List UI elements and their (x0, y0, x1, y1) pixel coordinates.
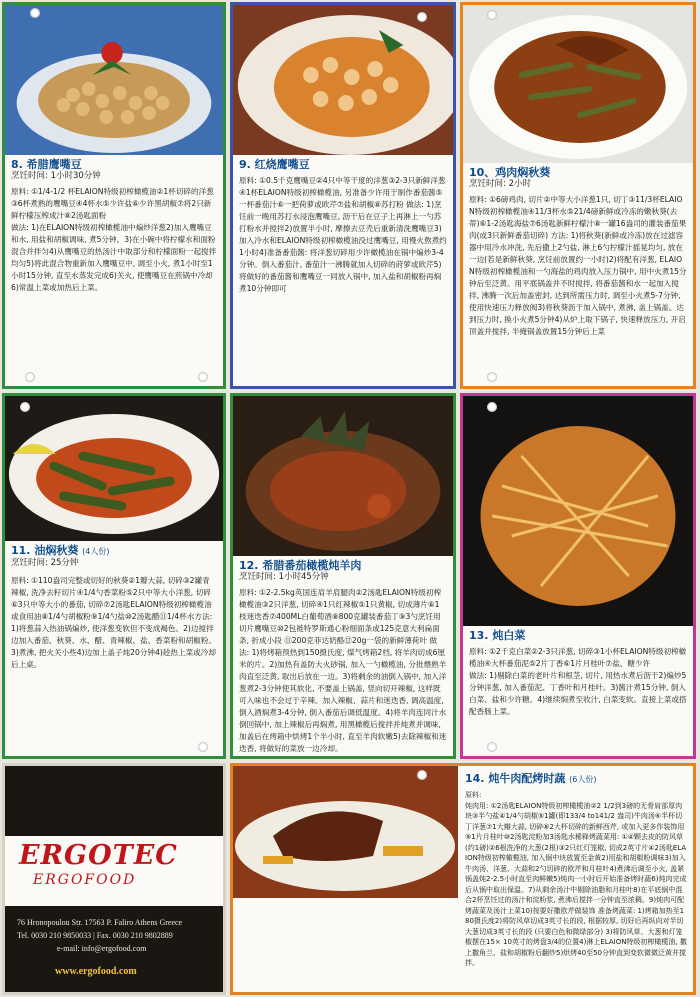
recipe-card-14 (230, 763, 696, 995)
recipe-card-8 (2, 2, 226, 389)
recipe-text: 原料: 炖肉用: ①2汤匙ELAION特级初榨橄榄油②2 1/2到3磅的无骨肩部厚肉块③半勺盐④1/4勺胡椒⑤1罐(即133/4 to141/2 盎司)牛肉汤⑥半杯切丁洋葱⑦1大瓣大蒜, 切碎⑧2大杯切碎的新鲜西芹, 或加入更多作装饰用⑨1片月桂叶⑩2汤匙淀粉加3汤匙水稀释烤蔬菜用: ①④颗去皮的防风草(约1磅)②6根洗净的大葱(2根)③2只红灯笼椒, 切成2英寸片④2汤匙ELAION特级初榨橄榄油, 加入锅中块放置至金黄2)用盐和胡椒粉调味3)加入牛肉汤、洋葱、大蒜和2勺切碎的欧芹和月桂叶4)煮沸后调至小火, 盖紧锅盖炖2-2.5小时直至肉鲜嫩5)炖肉一小时后开始准备烤时蔬6)炖肉完成后从锅中取出保温。7)从剩余汤汁中剔除油脂和月桂叶8)在平底锅中混合2杯烹饪过的汤汁和淀粉浆, 煮沸后搅拌一分钟直至浓稠。9)炖肉可配烤蔬菜及汤汁上菜10)按要好撒欧芹做装饰 准备烤蔬菜: 1)烤箱加热至180摄氏度2)将防风草切成3英寸长的段, 根据较厚, 切好后再纵向对半切大葱切成3英寸长的段 (只要白色和微绿部分) 3)将防风草、大葱和灯笼椒摆在15× 10英寸的烤盘3/4的位置4)淋上ELAION特级初榨橄榄油, 撒上撒角兰、盐和胡椒粉后翻炒5)烘烤40至50分钟直到变软微微泛黄并搅拌。 (465, 791, 687, 967)
cooking-time: 烹饪时间: 1小时45分钟 (239, 572, 329, 582)
braised-okra-photo (5, 396, 223, 541)
servings: (6人份) (569, 775, 597, 784)
cooking-time: 烹饪时间: 2小时 (469, 179, 531, 189)
punch-hole (198, 742, 208, 752)
recipe-title-text: 11. 油焖秋葵 (11, 544, 79, 557)
recipe-header (465, 772, 687, 786)
recipe-text: 原料: ①2千克白菜②2-3只洋葱, 切碎③1小杯ELAION特级初榨橄榄油④大杯番茄泥⑤2片丁香⑥1片月桂叶⑦盐、糖少许 做法: 1)剔除白菜的老叶片和根茎, 切片, 用热水煮后沥干2)煸炒5分钟洋葱, 加入番茄泥、丁香叶和月桂叶。3)酱汁煮15分钟, 倒入白菜、盐和少许糖。4)继续焖煮至收汁, 白菜变软。直接上菜或搭配香肠上菜。 (469, 647, 687, 716)
braised-chickpeas-photo (233, 5, 453, 155)
recipe-title: 9. 红烧鹰嘴豆 (239, 158, 310, 171)
brand-card (2, 763, 226, 995)
cooking-time: 烹饪时间: 25分钟 (11, 558, 79, 568)
recipe-card-9 (230, 2, 456, 389)
contact-info (17, 916, 182, 955)
chicken-okra-photo (463, 5, 693, 163)
lamb-stew-photo (233, 396, 453, 556)
recipe-title-text: 14. 炖牛肉配烤时蔬 (465, 772, 566, 785)
punch-hole (487, 10, 497, 20)
recipe-text: 原料: ①1/4-1/2 杯ELAION特级初榨橄榄油②1杯切碎的洋葱③6杯煮熟的鹰嘴豆④4杯水⑤少许盐⑥少许黑胡椒⑦将2只新鲜柠檬压榨成汁⑧2汤匙面粉 做法: 1)在ELAION特级初榨橄榄油中煸炒洋葱2)加入鹰嘴豆和水, 用盐和胡椒调味, 煮5分钟。3)在小碗中将柠檬水和面粉混合并拌匀4)从鹰嘴豆的热汤汁中取部分和柠檬面粉一起搅拌均匀5)将此混合物重新加入鹰嘴豆中, 调至小火, 煮1小时至1小时15分钟, 直至水蒸发完成6)关火, 使鹰嘴豆在煎锅中冷却6)常温上菜或加热后上菜。 (11, 187, 217, 292)
recipe-text: 原料: ①110盎司完整或切好的秋葵②1瓣大蒜, 切碎③2罐青辣椒, 洗净去籽切片④1/4勺香菜粉⑤2只中等大小洋葱, 切碎⑥3只中等大小的番茄, 切碎⑦2汤匙ELAION特级初榨橄榄油或食用油⑧1/4勺胡椒粉⑨1/4勺盐⑩2汤匙醋⑪1/4杯水方法: 1)将葱蒜入热油锅煸炒, 使洋葱变软但不变成褐色。2)边搅拌边加入番茄、秋葵、水、醋、青辣椒、盐、香菜粉和胡椒粉。3)煮沸, 把火关小些4)边加上盖子炖20分钟4)趁热上菜或冷却后上桌。 (11, 576, 217, 669)
stewed-cabbage-photo (463, 396, 693, 626)
address: 76 Hronopoulou Str. 17563 P. Faliro Athens Greece (17, 918, 183, 927)
punch-hole (25, 372, 35, 382)
recipe-title (11, 544, 217, 558)
servings: (4人份) (82, 547, 110, 556)
recipe-text: 原料: ①6磅鸡肉, 切片②中等大小洋葱1只, 切丁③11/3杯ELAION特级初榨橄榄油④11/3杯水⑤21/4磅新鲜或冷冻的嫩秋葵(去蒂)⑥1-2汤匙海盐⑦6汤匙新鲜柠檬汁⑧一罐16盎司的灌装番茄果肉(或3只新鲜番茄切碎) 方法: 1)将秋葵(新鲜或冷冻)放在过滤容器中用冷水冲洗, 先后撒上2勺盐, 淋上6勺柠檬汁摇晃均匀, 放在一边(若是新鲜秋葵, 烹饪前放置约一小时)2)将配有洋葱, ELAION特级初榨橄榄油和一勺海盐的鸡肉放入压力锅中, 用中火煮15分钟后至泛黄。用平底锅盖并不时搅拌, 将番茄酱和水一起加入搅拌, 沸腾一次后加盖密封, 达到所需压力时, 调至小火煮5-7分钟, 使用快速压力释放阀3)将秋葵沥干加入锅中, 煮沸, 盖上锅盖。达到压力时, 换小火煮5分钟4)从炉上取下锅子, 快速释放压力, 开启顶盖并搅拌, 半掩锅盖放置15分钟后上菜 (469, 195, 687, 336)
punch-hole (487, 372, 497, 382)
brand-name: ERGOTEC (19, 840, 178, 871)
recipe-title: 8. 希腊鹰嘴豆 (11, 158, 82, 171)
recipe-title: 10、鸡肉焖秋葵 (469, 166, 551, 179)
recipe-card-12 (230, 393, 456, 759)
logo-panel (5, 836, 223, 906)
recipe-text: 原料: ①2-2.5kg英国连肩羊肩腿肉②2汤匙ELAION特级初榨橄榄油③2只洋葱, 切碎④1只红辣椒⑤1只黄椒, 切成薄片⑥1枝迷迭香⑦400ML白葡萄酒⑧800克罐装番茄丁⑨3勺烹饪用切片鹰嘴豆⑩2包裢特罗斯通心粉细面条或125克意大利扁面条, 折成小段 ⑪200克菲达奶酪⑫20g一袋的新鲜薄荷叶 做法: 1)将烤箱预热到150摄氏度, 煤气烤箱2档, 将羊肉切成6厘米的片。2)加热有盖防大火砂锅, 加入一勺橄榄油, 分批煨熟羊肉直至泛黄, 取出后放在一边。3)将剩余的油倒入锅中, 加入洋葱煮2-3分钟使其软化, 不要盖上锅盖, 竖向切开辣椒, 这样既可入味也不会过于辛辣。加入辣椒、蒜片和迷迭香, 调高温度, 倒入酒焖煮3-4分钟, 倒入番茄后调低温度。4)将羊肉连同汁水倒回锅中, 加上辣椒后再焖煮, 用黑橄榄后搅拌并炖煮并调味, 加盖后在烤箱中烘烤1个半小时, 直至羊肉软嫩5)去除辣椒和迷迭香, 将做好的菜放一边冷却。 (239, 588, 447, 753)
phone: Tel. 0030 210 9850033 | Fax. 0030 210 9802889 (17, 931, 173, 940)
recipe-card-13 (460, 393, 696, 759)
recipe-text: 原料: ①0.5千克鹰嘴豆②4只中等干度的洋葱③2-3只新鲜洋葱④1杯ELAION特级初榨橄榄油, 另准备少许用于制作番茄酱⑤一杯番茄汁⑥一把荷萝或欧芹⑦盐和胡椒⑧苏打粉 做法: 1)烹饪前一晚用苏打水浸泡鹰嘴豆, 沥干后在豆子上再淋上一勺苏打粉水并搅拌2)放置半小时, 摩擦去豆壳后重新清洗鹰嘴豆3)加入冷水和ELAION特级初榨橄榄油没过鹰嘴豆, 用慢火熬煮约1小时4)准备番茄酱: 将洋葱切碎用少许橄榄油在锅中煸炒3-4分钟。倒入番茄汁, 番茄汁一沸腾就加入切碎的莳萝或欧芹5)将做好的番茄酱和鹰嘴豆一同放入锅中, 加入盐和胡椒粉再焖煮10分钟即可 (239, 176, 447, 293)
recipe-title: 13. 炖白菜 (469, 629, 526, 642)
brand-sub: ERGOFOOD (33, 872, 137, 888)
punch-hole (20, 402, 30, 412)
punch-hole (198, 372, 208, 382)
website-link[interactable]: www.ergofood.com (55, 966, 137, 977)
punch-hole (487, 402, 497, 412)
punch-hole (417, 770, 427, 780)
recipe-title: 12. 希腊番茄橄榄炖羊肉 (239, 559, 362, 572)
recipe-title (465, 772, 687, 786)
punch-hole (30, 8, 40, 18)
cooking-time: 烹饪时间: 1小时30分钟 (11, 171, 101, 181)
recipe-card-11 (2, 393, 226, 759)
email: e-mail: info@ergofood.com (57, 944, 147, 953)
recipe-card-10 (460, 2, 696, 389)
punch-hole (487, 742, 497, 752)
chickpeas-photo (5, 5, 223, 155)
beef-stew-photo (233, 766, 458, 898)
punch-hole (417, 12, 427, 22)
